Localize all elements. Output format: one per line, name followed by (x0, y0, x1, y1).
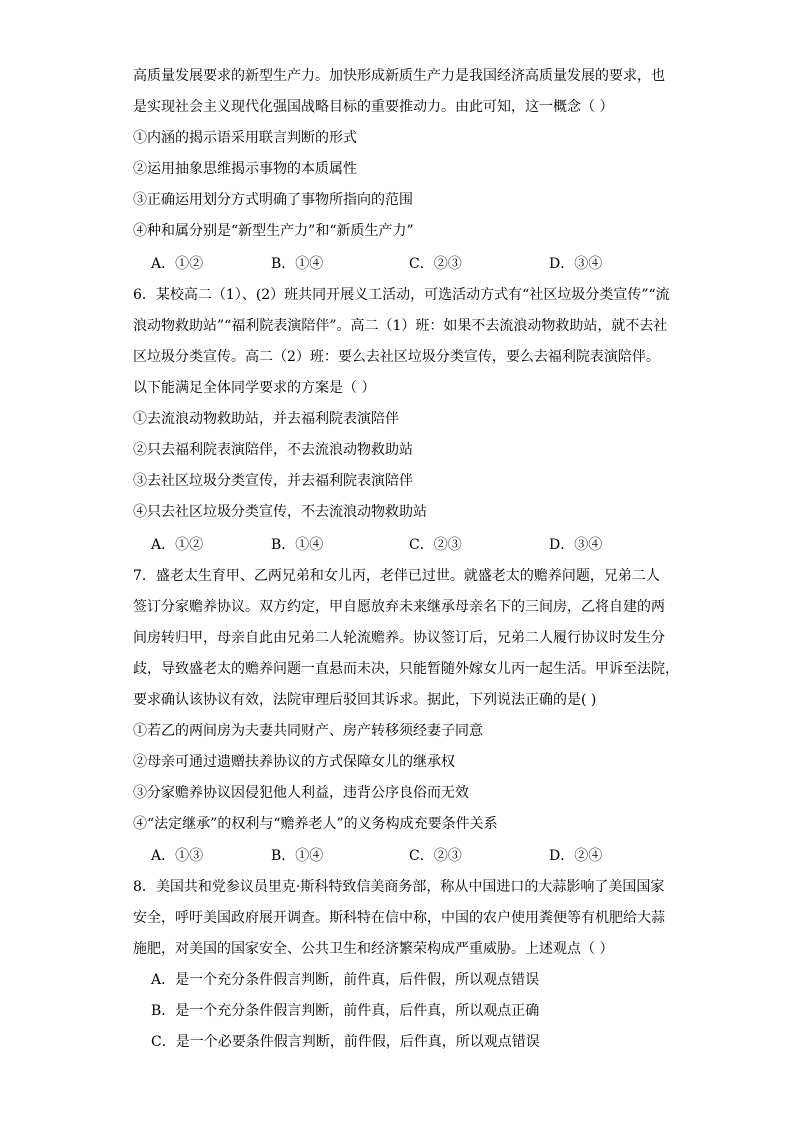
option-c[interactable]: C．②③ (409, 848, 462, 864)
q6-options (151, 535, 621, 555)
q6-stem-line: 浪动物救助站”“福利院表演陪伴”。高二（1）班：如果不去流浪动物救助站，就不去社 (133, 318, 668, 334)
option-a[interactable]: A．①③ (151, 848, 204, 864)
q7-item: ①若乙的两间房为夫妻共同财产、房产转移须经妻子同意 (133, 723, 483, 739)
q5-stem-line: 高质量发展要求的新型生产力。加快形成新质生产力是我国经济高质量发展的要求，也 (133, 68, 665, 84)
q5-options (151, 254, 621, 274)
q5-item: ②运用抽象思维揭示事物的本质属性 (133, 161, 357, 177)
q6-stem-line: 区垃圾分类宣传。高二（2）班：要么去社区垃圾分类宣传，要么去福利院表演陪伴。 (133, 349, 660, 365)
option-d[interactable]: D．③④ (549, 537, 603, 553)
option-d[interactable]: D．②④ (549, 848, 603, 864)
q7-stem-line: 签订分家赡养协议。双方约定，甲自愿放弃未来继承母亲名下的三间房，乙将自建的两 (133, 599, 665, 615)
q6-item: ②只去福利院表演陪伴，不去流浪动物救助站 (133, 442, 413, 458)
q8-choice-b[interactable]: B．是一个充分条件假言判断，前件真，后件真，所以观点正确 (151, 1003, 540, 1019)
q6-item: ④只去社区垃圾分类宣传，不去流浪动物救助站 (133, 504, 427, 520)
q5-stem-line: 是实现社会主义现代化强国战略目标的重要推动力。由此可知，这一概念（ ） (133, 99, 614, 115)
q5-item: ③正确运用划分方式明确了事物所指向的范围 (133, 192, 413, 208)
option-c[interactable]: C．②③ (409, 256, 462, 272)
option-a[interactable]: A．①② (151, 537, 204, 553)
option-b[interactable]: B．①④ (271, 537, 324, 553)
option-a[interactable]: A．①② (151, 256, 204, 272)
q6-stem-line: 6．某校高二（1）、(2）班共同开展义工活动，可选活动方式有“社区垃圾分类宣传”“流 (133, 287, 670, 303)
q6-stem-line: 以下能满足全体同学要求的方案是（ ） (133, 380, 376, 396)
option-b[interactable]: B．①④ (271, 848, 324, 864)
option-d[interactable]: D．③④ (549, 256, 603, 272)
q8-choice-a[interactable]: A．是一个充分条件假言判断，前件真，后件假，所以观点错误 (151, 972, 540, 988)
q7-stem-line: 间房转归甲，母亲自此由兄弟二人轮流赡养。协议签订后，兄弟二人履行协议时发生分 (133, 630, 665, 646)
q8-stem-line: 8．美国共和党参议员里克·斯科特致信美商务部，称从中国进口的大蒜影响了美国国家 (133, 879, 665, 895)
q7-stem-line: 要求确认该协议有效，法院审理后驳回其诉求。据此，下列说法正确的是( ) (133, 692, 597, 708)
q7-stem-line: 7．盛老太生育甲、乙两兄弟和女儿丙，老伴已过世。就盛老太的赡养问题，兄弟二人 (133, 568, 660, 584)
option-b[interactable]: B．①④ (271, 256, 324, 272)
q5-item: ④种和属分别是“新型生产力”和“新质生产力” (133, 223, 414, 239)
q5-item: ①内涵的揭示语采用联言判断的形式 (133, 130, 357, 146)
q7-item: ④“法定继承”的权利与“赡养老人”的义务构成充要条件关系 (133, 816, 498, 832)
q7-stem-line: 歧，导致盛老太的赡养问题一直悬而未决，只能暂随外嫁女儿丙一起生活。甲诉至法院， (133, 661, 679, 677)
q8-stem-line: 施肥，对美国的国家安全、公共卫生和经济繁荣构成严重威胁。上述观点（ ） (133, 941, 614, 957)
q7-options (151, 846, 621, 866)
q6-item: ③去社区垃圾分类宣传，并去福利院表演陪伴 (133, 473, 413, 489)
q8-stem-line: 安全，呼吁美国政府展开调查。斯科特在信中称，中国的农户使用粪便等有机肥给大蒜 (133, 910, 665, 926)
option-c[interactable]: C．②③ (409, 537, 462, 553)
q6-item: ①去流浪动物救助站，并去福利院表演陪伴 (133, 411, 399, 427)
q7-item: ②母亲可通过遗赠扶养协议的方式保障女儿的继承权 (133, 754, 455, 770)
q8-choice-c[interactable]: C．是一个必要条件假言判断，前件假，后件真，所以观点错误 (151, 1034, 540, 1050)
q7-item: ③分家赡养协议因侵犯他人利益，违背公序良俗而无效 (133, 785, 469, 801)
